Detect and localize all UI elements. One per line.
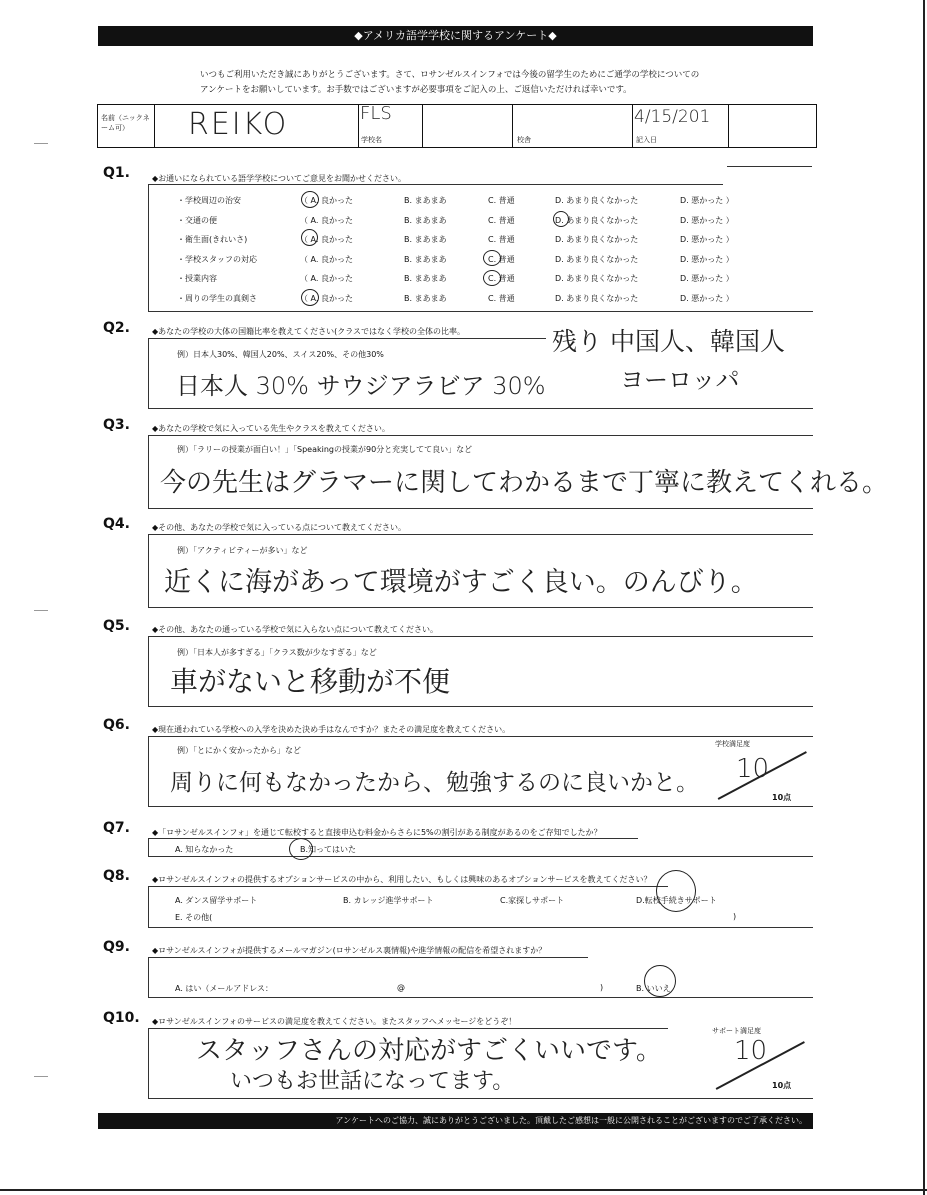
q6-rule	[148, 736, 813, 737]
q8-option-a: A. ダンス留学サポート	[175, 896, 258, 905]
q1-option-e: D. 悪かった ）	[680, 254, 734, 264]
q2-answer-europe: ヨーロッパ	[620, 366, 740, 394]
q9-option-b: B. いいえ	[636, 984, 671, 993]
name-value-cell	[154, 105, 359, 147]
q1-row-label: ・交通の便	[177, 215, 217, 225]
q7-box	[148, 838, 150, 857]
q10-score-value: 10	[734, 1036, 768, 1066]
q9-bottom-rule	[148, 997, 813, 998]
q6-score-label: 学校満足度	[715, 740, 750, 748]
q5-rule	[148, 636, 813, 637]
date-label: 記入日	[636, 136, 657, 144]
name-value: REIKO	[188, 107, 289, 142]
q8-box	[148, 886, 150, 928]
q10-text: ◆ロサンゼルスインフォのサービスの満足度を教えてください。またスタッフへメッセージをどうぞ！	[152, 1017, 517, 1026]
q1-row-label: ・衛生面(きれいさ)	[177, 235, 248, 244]
date-cell	[632, 105, 729, 147]
q1-number: Q1.	[103, 165, 130, 181]
q4-example: 例）「アクティビティーが多い」など	[177, 546, 308, 555]
q1-option-d: D. あまり良くなかった	[555, 274, 639, 283]
school-cell	[358, 105, 423, 147]
q8-number: Q8.	[103, 868, 130, 884]
q1-option-c: C. 普通	[488, 215, 515, 225]
q1-row-label: ・学校周辺の治安	[177, 196, 241, 205]
q3-text: ◆あなたの学校で気に入っている先生やクラスを教えてください。	[152, 424, 390, 433]
q1-bottom-rule	[148, 311, 813, 312]
q2-rule	[148, 338, 546, 339]
q10-box	[148, 1028, 150, 1099]
q9-close: )	[600, 983, 604, 992]
q1-option-d: D. あまり良くなかった	[555, 254, 639, 264]
q4-bottom-rule	[148, 607, 813, 608]
name-label-cell	[98, 105, 155, 147]
q1-option-e: D. 悪かった ）	[680, 293, 734, 303]
q6-answer: 周りに何もなかったから、勉強するのに良いかと。	[170, 770, 699, 796]
school-blank-cell	[422, 105, 513, 147]
q7-text: ◆「ロサンゼルスインフォ」を通じて転校すると直接申込む料金からさらに5%の割引がある制度があるのをご存知でしたか？	[152, 828, 602, 837]
q2-answer-main: 日本人 30% サウジアラビア 30%	[176, 372, 546, 400]
selection-circle	[289, 838, 313, 860]
q1-rule-right	[727, 166, 812, 167]
q1-option-e: D. 悪かった ）	[680, 235, 734, 244]
q5-box	[148, 636, 150, 707]
selection-circle	[656, 870, 696, 912]
q6-text: ◆現在通われている学校への入学を決めた決め手はなんですか？またその満足度を教えてください。	[152, 725, 511, 734]
page-edge-right	[923, 0, 925, 1195]
survey-title: ◆アメリカ語学学校に関するアンケート◆	[98, 26, 813, 46]
q4-text: ◆その他、あなたの学校で気に入っている点について教えてください。	[152, 523, 406, 532]
name-label: 名前（ニックネーム可）	[101, 114, 150, 132]
q9-at: @	[397, 983, 405, 992]
q6-score-value: 10	[736, 754, 770, 784]
q2-bottom-rule	[148, 408, 813, 409]
q7-option-b: B.知ってはいた	[300, 845, 357, 854]
q10-answer-line2: いつもお世話になってます。	[230, 1069, 515, 1094]
q4-number: Q4.	[103, 516, 130, 532]
respondent-info-table	[97, 104, 817, 148]
q1-option-a: （ A. 良かった	[300, 235, 353, 244]
selection-circle	[483, 250, 501, 266]
q8-text: ◆ロサンゼルスインフォの提供するオプションサービスの中から、利用したい、もしくは興味のあるオプションサービスを教えてください？	[152, 875, 652, 884]
school-label: 学校名	[361, 136, 382, 144]
q4-box	[148, 534, 150, 608]
q8-option-d: D.転校手続きサポート	[636, 896, 717, 905]
q5-example: 例）「日本人が多すぎる」「クラス数が少なすぎる」など	[177, 648, 377, 657]
q1-row-label: ・学校スタッフの対応	[177, 254, 257, 264]
q3-number: Q3.	[103, 417, 130, 433]
selection-circle	[644, 965, 676, 997]
q6-number: Q6.	[103, 717, 130, 733]
q2-answer-rest: 残り 中国人、韓国人	[552, 327, 785, 356]
q9-rule	[148, 957, 588, 958]
q5-bottom-rule	[148, 706, 813, 707]
q6-bottom-rule	[148, 806, 813, 807]
q6-example: 例）「とにかく安かったから」など	[177, 746, 301, 755]
q1-option-c: C. 普通	[488, 235, 515, 244]
intro-text: いつもご利用いただき誠にありがとうございます。さて、ロサンゼルスインフォでは今後の留学生のためにご通学の学校についての アンケートをお願いしています。お手数ではございますが必要事項をご記入の上、ご返信いただければ幸いです。	[200, 70, 700, 95]
q1-option-b: B. まあまあ	[404, 215, 447, 225]
q1-row-label: ・周りの学生の真剣さ	[177, 293, 257, 303]
selection-circle	[301, 229, 318, 246]
q4-rule	[148, 534, 813, 535]
q1-option-c: C. 普通	[488, 274, 515, 283]
q1-option-a: （ A. 良かった	[300, 215, 353, 225]
q1-option-a: （ A. 良かった	[300, 293, 353, 303]
school-value: FLS	[360, 103, 392, 124]
selection-circle	[483, 270, 501, 286]
q1-option-e: D. 悪かった ）	[680, 196, 734, 205]
q1-option-d: D. あまり良くなかった	[555, 293, 639, 303]
q6-box	[148, 736, 150, 807]
q7-rule	[148, 838, 638, 839]
q1-option-b: B. まあまあ	[404, 235, 447, 244]
q2-number: Q2.	[103, 320, 130, 336]
q6-score-max: 10点	[772, 793, 792, 802]
q8-option-c: C.家探しサポート	[500, 896, 565, 905]
campus-label: 校舎	[517, 136, 531, 144]
q8-rule	[148, 886, 668, 887]
q1-text: ◆お通いになられている語学学校についてご意見をお聞かせください。	[152, 174, 406, 183]
punch-mark	[34, 610, 48, 611]
q3-answer: 今の先生はグラマーに関してわかるまで丁寧に教えてくれる。	[160, 468, 889, 498]
q1-option-a: （ A. 良かった	[300, 274, 353, 283]
q1-box	[148, 184, 150, 312]
q1-option-a: （ A. 良かった	[300, 254, 353, 264]
q7-option-a: A. 知らなかった	[175, 845, 234, 854]
q10-score-label: サポート満足度	[712, 1027, 761, 1035]
date-value: 4/15/201	[634, 107, 711, 127]
q3-rule	[148, 435, 813, 436]
q1-option-c: C. 普通	[488, 254, 515, 264]
q10-rule	[148, 1028, 668, 1029]
q1-option-a: （ A. 良かった	[300, 196, 353, 205]
q1-option-b: B. まあまあ	[404, 293, 447, 303]
q7-bottom-rule	[148, 856, 813, 857]
q4-answer: 近くに海があって環境がすごく良い。のんびり。	[164, 567, 758, 598]
campus-cell	[512, 105, 633, 147]
q10-bottom-rule	[148, 1098, 813, 1099]
q1-rule	[148, 184, 723, 185]
q1-option-d: D. あまり良くなかった	[555, 235, 639, 244]
q9-box	[148, 957, 150, 998]
q8-option-e: E. その他(	[175, 913, 213, 922]
q2-example: 例）日本人30%、韓国人20%、スイス20%、その他30%	[177, 350, 384, 359]
q1-option-e: D. 悪かった ）	[680, 274, 734, 283]
selection-circle	[301, 191, 319, 208]
q3-bottom-rule	[148, 508, 813, 509]
q8-option-b: B. カレッジ進学サポート	[343, 896, 434, 905]
q3-box	[148, 435, 150, 509]
footer-bar: アンケートへのご協力、誠にありがとうございました。頂戴したご感想は一般に公開されることがございますのでご了承ください。	[98, 1113, 813, 1129]
q1-option-e: D. 悪かった ）	[680, 215, 734, 225]
selection-circle	[553, 211, 569, 227]
selection-circle	[301, 289, 319, 306]
q1-option-d: D. あまり良くなかった	[555, 196, 639, 205]
q1-option-b: B. まあまあ	[404, 254, 447, 264]
q5-text: ◆その他、あなたの通っている学校で気に入らない点について教えてください。	[152, 625, 438, 634]
page-edge-bottom	[0, 1189, 927, 1191]
q10-answer-line1: スタッフさんの対応がすごくいいです。	[196, 1036, 662, 1066]
q2-text: ◆あなたの学校の大体の国籍比率を教えてください(クラスではなく学校の全体の比率。	[152, 327, 466, 336]
q1-row-label: ・授業内容	[177, 274, 217, 283]
q5-number: Q5.	[103, 618, 130, 634]
q2-box	[148, 338, 150, 409]
punch-mark	[34, 143, 48, 144]
q1-option-c: C. 普通	[488, 196, 515, 205]
q10-number: Q10.	[103, 1010, 140, 1026]
q9-text: ◆ロサンゼルスインフォが提供するメールマガジン(ロサンゼルス裏情報)や進学情報の配信を希望されますか？	[152, 946, 547, 955]
q1-option-c: C. 普通	[488, 293, 515, 303]
q1-option-b: B. まあまあ	[404, 274, 447, 283]
q9-option-a: A. はい（メールアドレス：	[175, 984, 274, 993]
q10-score-max: 10点	[772, 1081, 792, 1090]
q1-option-d: D. あまり良くなかった	[555, 215, 639, 225]
q9-number: Q9.	[103, 939, 130, 955]
q1-option-b: B. まあまあ	[404, 196, 447, 205]
q5-answer: 車がないと移動が不便	[170, 665, 451, 698]
q7-number: Q7.	[103, 820, 130, 836]
q8-bottom-rule	[148, 927, 813, 928]
q3-example: 例）「ラリーの授業が面白い！」「Speakingの授業が90分と充実してて良い」など	[177, 445, 473, 454]
q8-option-e-close: )	[733, 912, 737, 921]
punch-mark	[34, 1076, 48, 1077]
